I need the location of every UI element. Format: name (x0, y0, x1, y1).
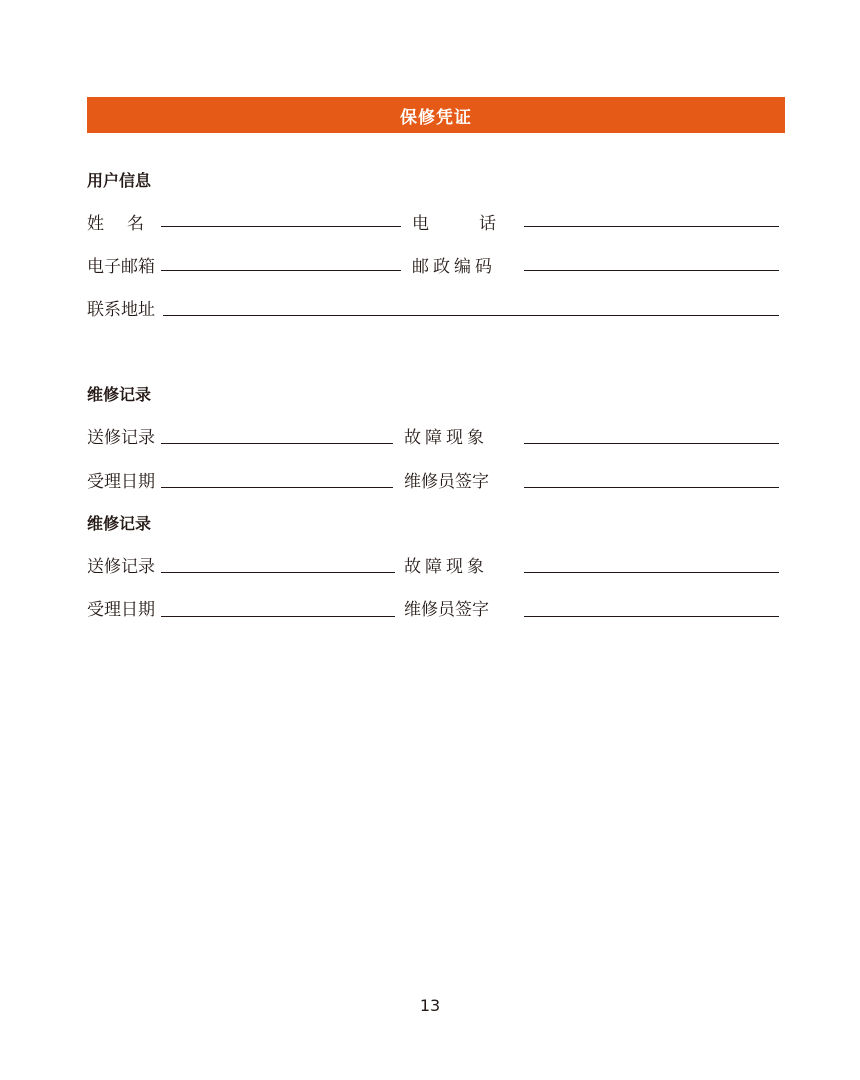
name-field[interactable] (161, 226, 401, 227)
phone-label: 电话 (412, 214, 546, 234)
send-repair-label: 送修记录 (87, 557, 155, 577)
fault-label: 故障现象 (404, 428, 488, 448)
name-label: 姓名 (87, 214, 167, 234)
accept-date-field[interactable] (161, 487, 393, 488)
email-label: 电子邮箱 (87, 257, 155, 277)
technician-signature-label: 维修员签字 (404, 472, 489, 492)
fault-field[interactable] (524, 443, 779, 444)
send-repair-label: 送修记录 (87, 428, 155, 448)
send-repair-field[interactable] (161, 572, 395, 573)
accept-date-field[interactable] (161, 616, 395, 617)
technician-signature-label: 维修员签字 (404, 600, 489, 620)
postcode-label: 邮政编码 (412, 257, 496, 277)
postcode-field[interactable] (524, 270, 779, 271)
user-info-heading: 用户信息 (87, 171, 152, 190)
accept-date-label: 受理日期 (87, 472, 155, 492)
title-banner (87, 97, 785, 133)
technician-signature-field[interactable] (524, 616, 779, 617)
phone-field[interactable] (524, 226, 779, 227)
address-label: 联系地址 (87, 300, 155, 320)
address-field[interactable] (163, 315, 779, 316)
repair-record-heading: 维修记录 (87, 385, 152, 404)
technician-signature-field[interactable] (524, 487, 779, 488)
repair-record-heading: 维修记录 (87, 514, 152, 533)
page-title: 保修凭证 (400, 107, 472, 128)
fault-label: 故障现象 (404, 557, 488, 577)
fault-field[interactable] (524, 572, 779, 573)
page-number: 13 (419, 996, 441, 1015)
accept-date-label: 受理日期 (87, 600, 155, 620)
send-repair-field[interactable] (161, 443, 393, 444)
email-field[interactable] (161, 270, 401, 271)
